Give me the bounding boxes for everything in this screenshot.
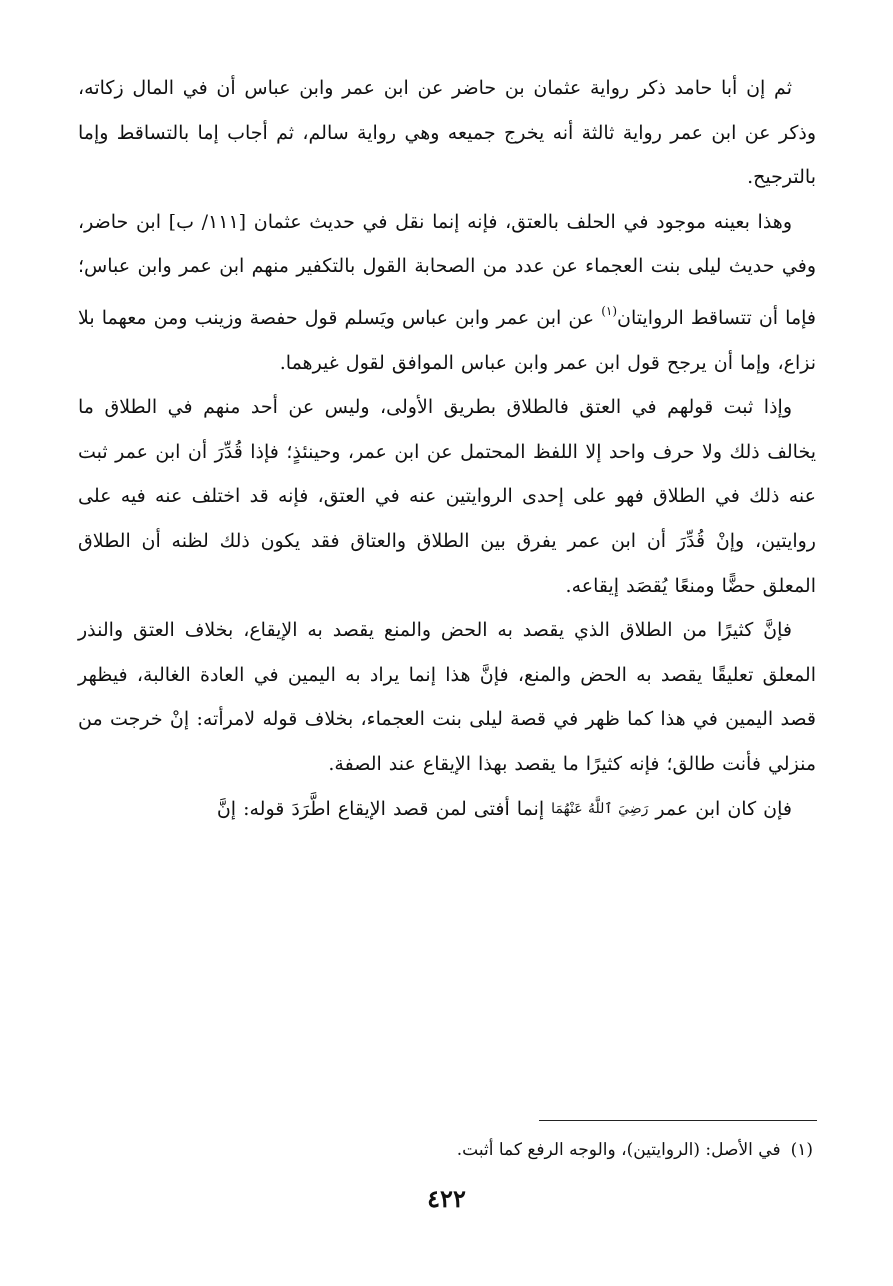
paragraph-2-text-end: عن ابن عمر وابن عباس ويَسلم قول حفصة وزينب ومن معهما بلا نزاع، وإما أن يرجح قول ابن عمر وابن عباس الموافق لقول غيرهما. <box>78 306 816 374</box>
footnote-marker[interactable]: (١) <box>601 303 618 318</box>
paragraph-5-text-end: إنما أفتى لمن قصد الإيقاع اطَّرَدَ قوله: إنَّ <box>216 797 552 820</box>
paragraph-5 <box>78 787 816 832</box>
footnote-number: (١) <box>790 1140 813 1160</box>
paragraph-2 <box>78 200 816 385</box>
honorific-glyph: رَضِيَ ٱللَّهُ عَنْهُمَا <box>551 800 649 817</box>
paragraph-4 <box>78 608 816 786</box>
footnote-divider <box>539 1120 817 1121</box>
paragraph-2-text-start: وهذا بعينه موجود في الحلف بالعتق، فإنه إنما نقل في حديث عثمان [١١١/ ب] ابن حاضر، وفي حديث ليلى بنت العجماء عن عدد من الصحابة القول بالتكفير منهم ابن عمر وابن عباس؛ فإما أن تتساقط الروايتان <box>78 210 816 329</box>
footnote <box>75 1134 813 1166</box>
paragraph-3 <box>78 385 816 608</box>
footnote-text: في الأصل: (الروايتين)، والوجه الرفع كما أثبت. <box>456 1140 781 1160</box>
paragraph-4-text: فإنَّ كثيرًا من الطلاق الذي يقصد به الحض والمنع يقصد به الإيقاع، بخلاف العتق والنذر المعلق تعليقًا يقصد به الحض والمنع، فإنَّ هذا إنما يراد به اليمين في العادة الغالبة، فيظهر قصد اليمين في هذا كما ظهر في قصة ليلى بنت العجماء، بخلاف قوله لامرأته: إنْ خرجت من منزلي فأنت طالق؛ فإنه كثيرًا ما يقصد بهذا الإيقاع عند الصفة. <box>78 619 816 775</box>
paragraph-5-text-start: فإن كان ابن عمر <box>648 797 792 820</box>
paragraph-1-text: ثم إن أبا حامد ذكر رواية عثمان بن حاضر عن ابن عمر وابن عباس أن في المال زكاته، وذكر عن ابن عمر رواية ثالثة أنه يخرج جميعه وهي رواية سالم، ثم أجاب إما بالتساقط وإما بالترجيح. <box>78 77 816 189</box>
paragraph-1 <box>78 66 816 200</box>
page-number: ٤٢٢ <box>427 1184 466 1213</box>
paragraph-3-text: وإذا ثبت قولهم في العتق فالطلاق بطريق الأولى، وليس عن أحد منهم في الطلاق ما يخالف ذلك ولا حرف واحد إلا اللفظ المحتمل عن ابن عمر، وحينئذٍ؛ فإذا قُدِّرَ أن ابن عمر ثبت عنه ذلك في الطلاق فهو على إحدى الروايتين عنه في العتق، فإنه قد اختلف عنه فيه على روايتين، وإنْ قُدِّرَ أن ابن عمر يفرق بين الطلاق والعتاق فقد يكون ذلك لظنه أن الطلاق المعلق حضًّا ومنعًا يُقصَد إيقاعه. <box>78 396 816 597</box>
page-body <box>78 66 816 831</box>
